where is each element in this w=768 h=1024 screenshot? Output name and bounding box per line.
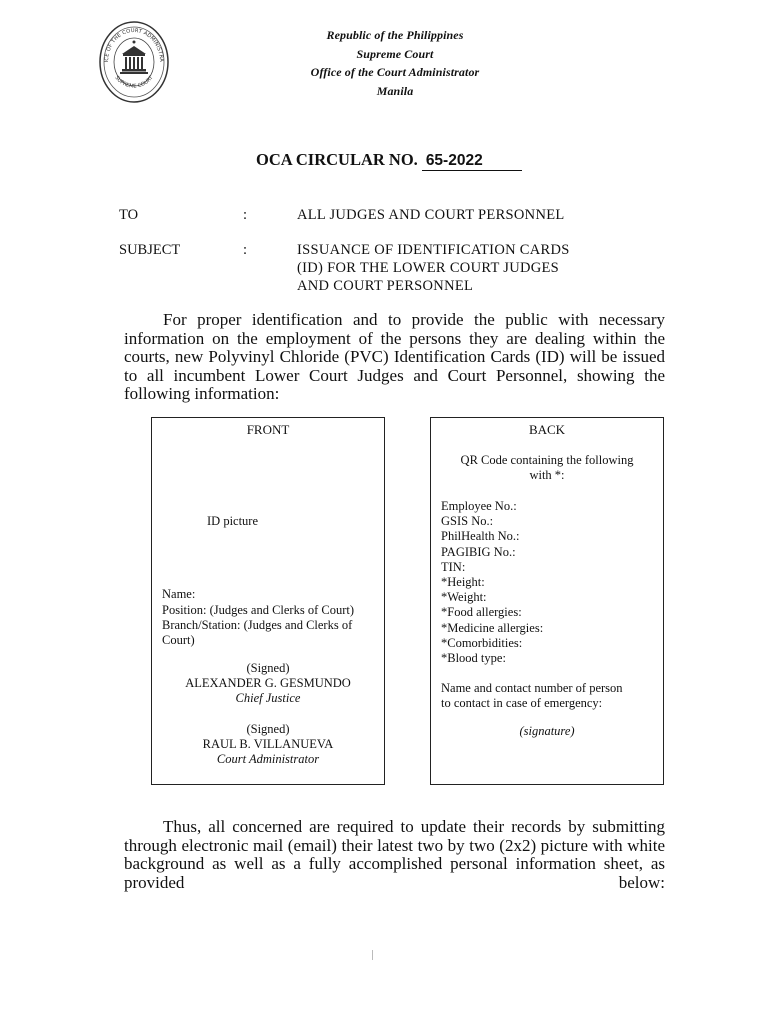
- list-item: *Weight:: [441, 590, 487, 605]
- list-item: *Height:: [441, 574, 485, 589]
- qr-code-line-2: with *:: [529, 468, 565, 482]
- to-label: TO: [119, 207, 139, 223]
- subject-label: SUBJECT: [119, 242, 181, 258]
- front-card-title: FRONT: [246, 422, 290, 437]
- circular-heading: [256, 150, 522, 171]
- letterhead-city: Manila: [376, 83, 414, 98]
- circular-prefix: OCA CIRCULAR NO.: [256, 150, 418, 169]
- intro-paragraph-text: For proper identification and to provide the public with necessary information on the employment of the persons they are dealing within the courts, new Polyvinyl Chloride (PVC) Identification Cards (ID) will be issued to all incumbent Lower Court Judges and Court Personnel, showing the following information:: [124, 310, 665, 404]
- letterhead-supreme-court: Supreme Court: [356, 46, 434, 61]
- signer-court-administrator-name: RAUL B. VILLANUEVA: [202, 737, 334, 751]
- list-item: TIN:: [441, 559, 466, 574]
- intro-paragraph: [124, 311, 665, 404]
- seal-text-bottom: SUPREME COURT: [113, 75, 155, 90]
- subject-colon: :: [243, 242, 248, 258]
- signer-chief-justice: [152, 661, 384, 706]
- subject-line-1: ISSUANCE OF IDENTIFICATION CARDS: [297, 242, 570, 258]
- signer-court-administrator-title: Court Administrator: [216, 752, 320, 766]
- signature-placeholder: (signature): [519, 724, 575, 738]
- emergency-contact-line-2: to contact in case of emergency:: [441, 696, 603, 710]
- signer-chief-justice-signed: (Signed): [246, 661, 290, 675]
- list-item: *Medicine allergies:: [441, 620, 544, 635]
- id-card-back: [430, 417, 664, 785]
- list-item: PAGIBIG No.:: [441, 544, 516, 559]
- signer-court-administrator-signed: (Signed): [246, 722, 290, 736]
- list-item: *Comorbidities:: [441, 635, 523, 650]
- to-value: ALL JUDGES AND COURT PERSONNEL: [297, 207, 565, 223]
- seal-text-top: ICE OF THE COURT ADMINISTRA: [103, 27, 165, 63]
- svg-text:SUPREME COURT: [113, 74, 155, 89]
- list-item: Employee No.:: [441, 499, 517, 513]
- list-item: *Food allergies:: [441, 605, 522, 620]
- qr-code-description: [431, 453, 663, 483]
- qr-code-line-1: QR Code containing the following: [460, 453, 634, 467]
- to-colon: :: [243, 207, 248, 223]
- letterhead-office: Office of the Court Administrator: [310, 65, 480, 79]
- signer-chief-justice-name: ALEXANDER G. GESMUNDO: [185, 676, 351, 690]
- svg-text:OFFICE OF THE COURT ADMINISTRA: [98, 20, 164, 63]
- front-position-field: Position: (Judges and Clerks of Court): [162, 603, 355, 617]
- circular-number: 65-2022: [422, 152, 522, 171]
- letterhead: [300, 26, 490, 100]
- list-item: PhilHealth No.:: [441, 529, 520, 544]
- subject-line-3: AND COURT PERSONNEL: [297, 278, 474, 294]
- list-item: *Blood type:: [441, 650, 506, 665]
- front-name-field: Name:: [162, 587, 196, 601]
- court-administrator-seal-icon: [98, 20, 170, 104]
- id-picture-placeholder: ID picture: [207, 514, 259, 528]
- list-item: GSIS No.:: [441, 514, 494, 529]
- front-branch-field-cont: Court): [162, 633, 195, 647]
- signer-court-administrator: [152, 722, 384, 767]
- front-branch-field: Branch/Station: (Judges and Clerks of: [162, 618, 353, 632]
- back-field-list: [441, 499, 543, 666]
- letterhead-republic: Republic of the Philippines: [326, 28, 464, 42]
- instructions-paragraph: [124, 818, 665, 892]
- emergency-contact-line-1: Name and contact number of person: [441, 681, 623, 695]
- subject-line-2: (ID) FOR THE LOWER COURT JUDGES: [297, 260, 560, 276]
- signer-chief-justice-title: Chief Justice: [235, 691, 301, 705]
- scan-mark: [372, 950, 373, 960]
- back-card-title: BACK: [528, 422, 566, 437]
- id-card-front: [151, 417, 385, 785]
- instructions-paragraph-text: Thus, all concerned are required to update their records by submitting through electronic mail (email) their latest two by two (2x2) picture with white background as well as a fully accomplished personal information sheet, as provided below:: [124, 817, 665, 892]
- court-seal: [98, 20, 170, 104]
